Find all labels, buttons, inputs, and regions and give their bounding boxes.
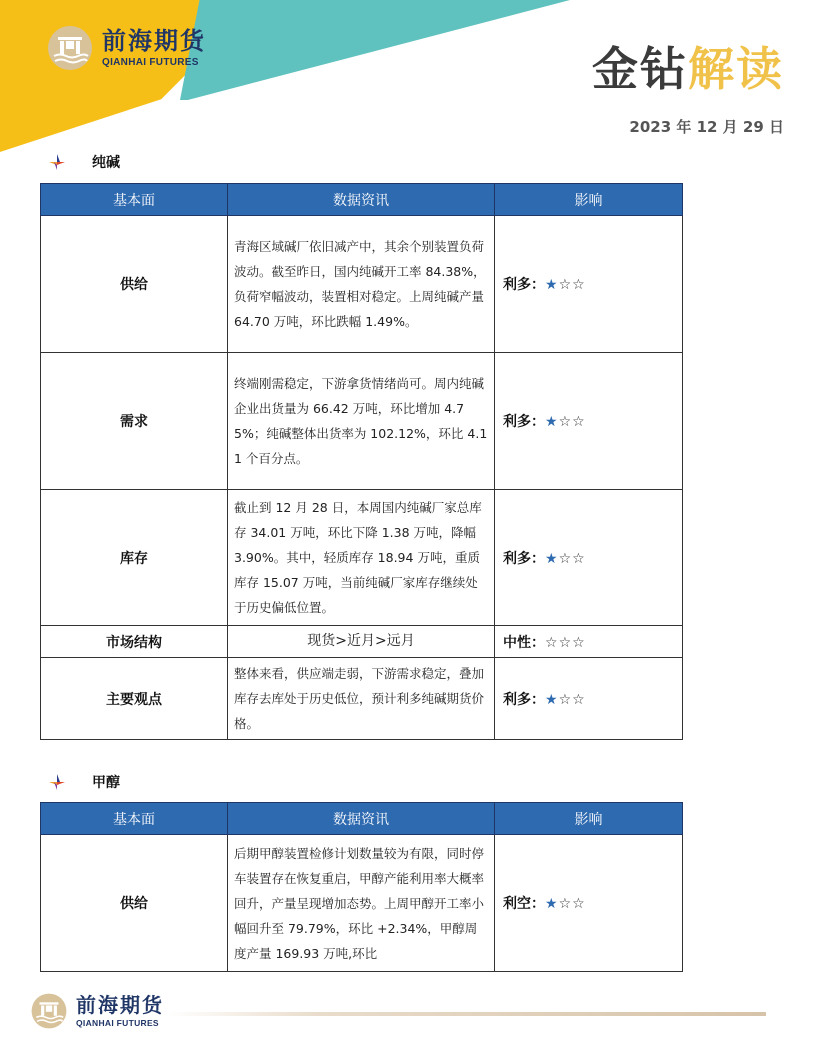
column-header-info: 数据资讯 bbox=[228, 184, 495, 216]
impact-label: 利多： bbox=[503, 691, 545, 708]
star-empty-icon: ☆ bbox=[572, 414, 586, 430]
brand-name-en: QIANHAI FUTURES bbox=[102, 56, 199, 68]
qianhai-logo-icon bbox=[46, 24, 94, 72]
star-empty-icon: ☆ bbox=[545, 634, 559, 651]
row-basic-label: 供给 bbox=[41, 835, 228, 972]
report-title-part1: 金钻 bbox=[592, 42, 688, 96]
brand-logo bbox=[46, 24, 206, 72]
star-empty-icon: ☆ bbox=[558, 414, 573, 430]
star-empty-icon: ☆ bbox=[558, 896, 573, 912]
brand-name-en: QIANHAI FUTURES bbox=[76, 1017, 159, 1028]
rating-stars bbox=[545, 896, 586, 912]
impact-label: 利多： bbox=[503, 414, 545, 430]
rating-stars bbox=[545, 551, 586, 567]
row-basic-label: 供给 bbox=[41, 216, 228, 353]
section-heading-soda-ash bbox=[48, 152, 120, 172]
impact-label: 利多： bbox=[503, 550, 545, 567]
rating-stars bbox=[545, 414, 586, 430]
impact-label: 利多： bbox=[503, 277, 545, 293]
row-info-text: 后期甲醇装置检修计划数量较为有限，同时停车装置存在恢复重启，甲醇产能利用率大概率回升，产量呈现增加态势。上周甲醇开工率小幅回升至 79.79%，环比 +2.34%，甲醇周度产量 169.93 万吨,环比 bbox=[228, 835, 495, 972]
column-header-info: 数据资讯 bbox=[228, 803, 495, 835]
table-row bbox=[41, 835, 683, 972]
star-empty-icon: ☆ bbox=[558, 691, 573, 708]
table-row bbox=[41, 490, 683, 626]
column-header-basic: 基本面 bbox=[41, 184, 228, 216]
star-filled-icon: ★ bbox=[545, 896, 559, 912]
brand-name-cn: 前海期货 bbox=[76, 992, 164, 1017]
diamond-bullet-icon bbox=[48, 153, 66, 171]
report-title bbox=[592, 42, 784, 96]
table-row bbox=[41, 216, 683, 353]
star-filled-icon: ★ bbox=[545, 277, 559, 293]
star-empty-icon: ☆ bbox=[572, 277, 586, 293]
column-header-impact: 影响 bbox=[495, 184, 683, 216]
star-empty-icon: ☆ bbox=[572, 550, 586, 567]
column-header-basic: 基本面 bbox=[41, 803, 228, 835]
qianhai-logo-icon bbox=[30, 992, 68, 1030]
row-impact bbox=[495, 658, 683, 740]
section-heading-methanol bbox=[48, 772, 120, 792]
row-impact bbox=[495, 835, 683, 972]
footer-brand-logo bbox=[30, 992, 164, 1030]
row-info-text: 现货>近月>远月 bbox=[228, 626, 495, 658]
row-impact bbox=[495, 353, 683, 490]
table-row bbox=[41, 626, 683, 658]
row-info-text: 整体来看，供应端走弱，下游需求稳定，叠加库存去库处于历史低位，预计利多纯碱期货价格。 bbox=[228, 658, 495, 740]
column-header-impact: 影响 bbox=[495, 803, 683, 835]
row-impact bbox=[495, 626, 683, 658]
table-header-row bbox=[41, 803, 683, 835]
star-filled-icon: ★ bbox=[545, 550, 559, 567]
rating-stars bbox=[545, 635, 586, 651]
table-header-row bbox=[41, 184, 683, 216]
row-basic-label: 主要观点 bbox=[41, 658, 228, 740]
impact-label: 利空： bbox=[503, 896, 545, 912]
section-title: 甲醇 bbox=[92, 775, 120, 791]
table-row bbox=[41, 353, 683, 490]
row-info-text: 青海区域碱厂依旧减产中，其余个别装置负荷波动。截至昨日，国内纯碱开工率 84.38%，负荷窄幅波动，装置相对稳定。上周纯碱产量 64.70 万吨，环比跌幅 1.49%。 bbox=[228, 216, 495, 353]
row-basic-label: 需求 bbox=[41, 353, 228, 490]
brand-name-cn: 前海期货 bbox=[102, 25, 206, 55]
row-info-text: 终端刚需稳定，下游拿货情绪尚可。周内纯碱企业出货量为 66.42 万吨，环比增加 4.75%；纯碱整体出货率为 102.12%，环比 4.11 个百分点。 bbox=[228, 353, 495, 490]
star-empty-icon: ☆ bbox=[572, 896, 586, 912]
rating-stars bbox=[545, 692, 586, 708]
row-impact bbox=[495, 216, 683, 353]
section-title: 纯碱 bbox=[92, 155, 120, 171]
rating-stars bbox=[545, 277, 586, 293]
star-empty-icon: ☆ bbox=[558, 634, 573, 651]
report-title-part2: 解读 bbox=[688, 42, 784, 96]
impact-label: 中性： bbox=[503, 634, 545, 651]
soda-ash-table bbox=[40, 183, 683, 740]
row-info-text: 截止到 12 月 28 日，本周国内纯碱厂家总库存 34.01 万吨，环比下降 1.38 万吨，降幅 3.90%。其中，轻质库存 18.94 万吨，重质库存 15.07 万吨，当前纯碱厂家库存继续处于历史偏低位置。 bbox=[228, 490, 495, 626]
star-empty-icon: ☆ bbox=[558, 550, 573, 567]
star-empty-icon: ☆ bbox=[572, 634, 586, 651]
star-empty-icon: ☆ bbox=[572, 691, 586, 708]
diamond-bullet-icon bbox=[48, 773, 66, 791]
row-basic-label: 市场结构 bbox=[41, 626, 228, 658]
footer-divider bbox=[168, 1012, 766, 1016]
report-date: 2023 年 12 月 29 日 bbox=[629, 118, 784, 136]
row-impact bbox=[495, 490, 683, 626]
methanol-table bbox=[40, 802, 683, 972]
table-row bbox=[41, 658, 683, 740]
star-filled-icon: ★ bbox=[545, 691, 559, 708]
star-empty-icon: ☆ bbox=[558, 277, 573, 293]
row-basic-label: 库存 bbox=[41, 490, 228, 626]
header-teal-band bbox=[180, 0, 570, 100]
star-filled-icon: ★ bbox=[545, 414, 559, 430]
